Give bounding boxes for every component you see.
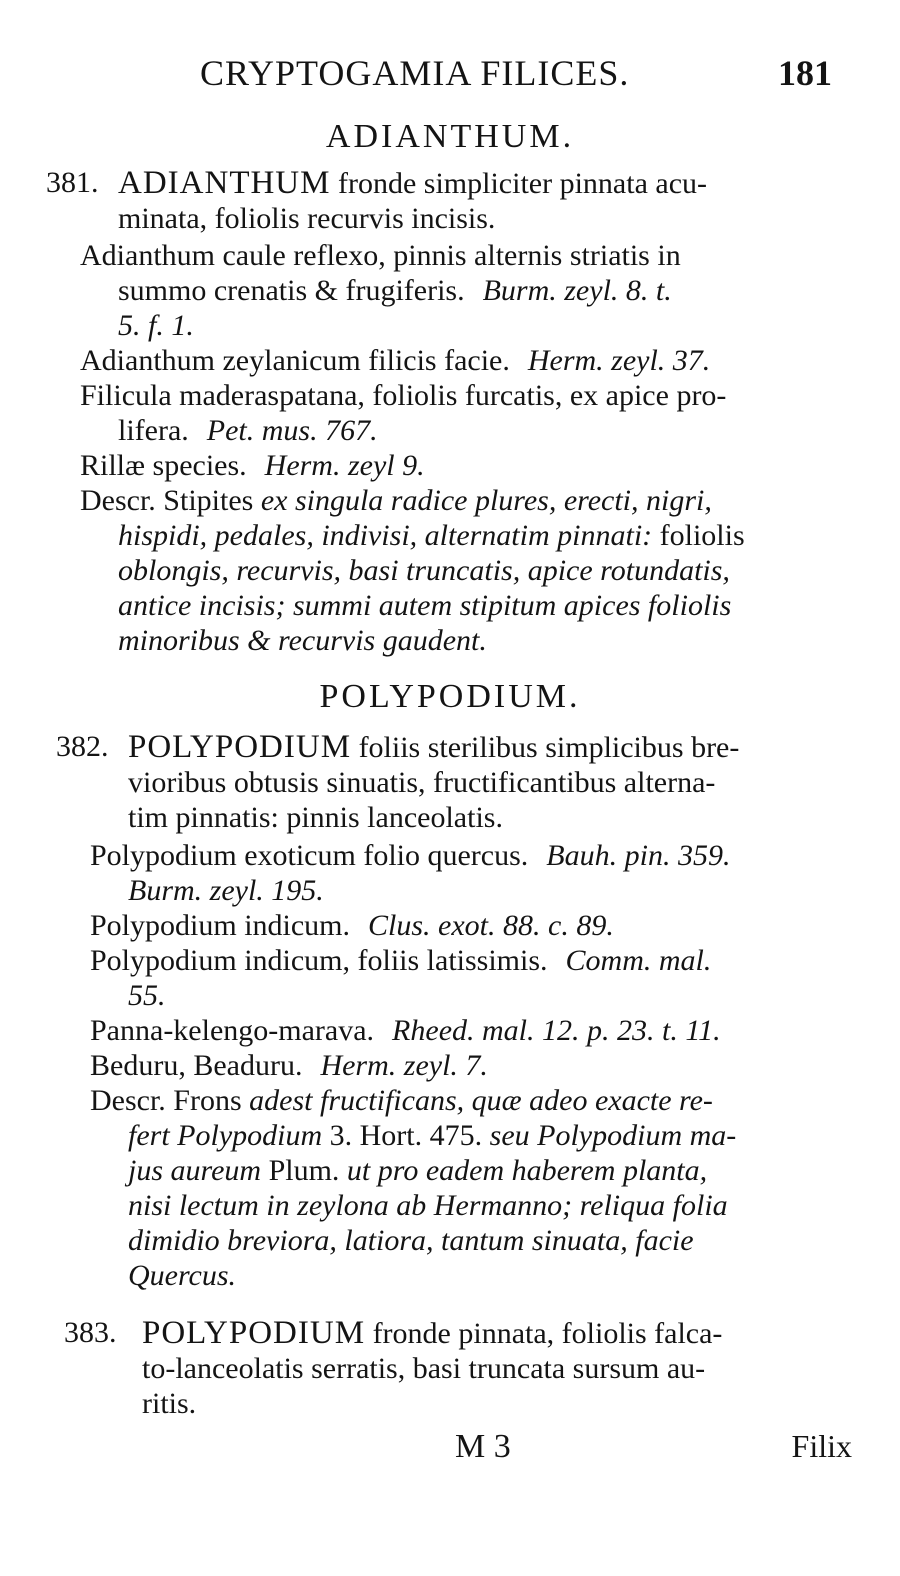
synonym: Adianthum zeylanicum filicis facie. Herm. zeyl. 37. bbox=[80, 344, 711, 377]
section-title-polypodium: POLYPODIUM. bbox=[319, 678, 581, 715]
catchword: Filix bbox=[791, 1428, 852, 1464]
citation: Burm. zeyl. 195. bbox=[128, 874, 324, 907]
entry-number: 381. bbox=[46, 166, 99, 199]
entry-381 bbox=[46, 165, 708, 236]
citation: Herm. zeyl 9. bbox=[264, 449, 425, 482]
diagnosis-line: tim pinnatis: pinnis lanceolatis. bbox=[128, 801, 503, 834]
synonym: Polypodium exoticum folio quercus. Bauh. pin. 359. bbox=[90, 839, 731, 872]
page-header bbox=[0, 52, 900, 102]
diagnosis-line: ADIANTHUM fronde simpliciter pinnata acu- bbox=[118, 165, 708, 201]
description-cont: hispidi, pedales, indivisi, alternatim pinnati: foliolis bbox=[118, 519, 745, 552]
diagnosis-line: minata, foliolis recurvis incisis. bbox=[118, 202, 496, 235]
citation: 5. f. 1. bbox=[118, 309, 194, 342]
citation: Rheed. mal. 12. p. 23. t. 11. bbox=[392, 1014, 721, 1047]
description-cont: antice incisis; summi autem stipitum apices foliolis bbox=[118, 589, 732, 622]
synonym: Polypodium indicum. Clus. exot. 88. c. 89. bbox=[90, 909, 614, 942]
diagnosis-line: vioribus obtusis sinuatis, fructificantibus alterna- bbox=[128, 766, 716, 799]
synonym: Rillæ species. Herm. zeyl 9. bbox=[80, 449, 425, 482]
page-footer bbox=[0, 1428, 900, 1478]
synonymy-382 bbox=[90, 838, 736, 1293]
citation: Comm. mal. bbox=[565, 944, 712, 977]
description-cont: Quercus. bbox=[128, 1259, 237, 1292]
diagnosis-line: to-lanceolatis serratis, basi truncata sursum au- bbox=[142, 1352, 706, 1385]
synonym-cont bbox=[80, 308, 745, 343]
signature-mark: M 3 bbox=[455, 1428, 511, 1465]
citation: Herm. zeyl. 7. bbox=[320, 1049, 488, 1082]
section-title-adianthum: ADIANTHUM. bbox=[325, 118, 575, 155]
diagnosis-line: POLYPODIUM foliis sterilibus simplicibus bre- bbox=[128, 729, 740, 765]
synonym-cont: lifera. Pet. mus. 767. bbox=[118, 414, 378, 447]
running-title: CRYPTOGAMIA FILICES. bbox=[200, 53, 630, 93]
description-cont: nisi lectum in zeylona ab Hermanno; reliqua folia bbox=[128, 1189, 728, 1222]
citation: Burm. zeyl. 8. t. bbox=[482, 274, 672, 307]
genus-name: POLYPODIUM bbox=[142, 1315, 366, 1351]
diagnosis-line: POLYPODIUM fronde pinnata, foliolis falca- bbox=[142, 1315, 723, 1351]
synonym-cont bbox=[90, 978, 736, 1013]
entry-number: 383. bbox=[64, 1316, 117, 1349]
description: Descr. Stipites ex singula radice plures, erecti, nigri, bbox=[80, 484, 712, 517]
synonym-cont bbox=[90, 873, 736, 908]
citation: Herm. zeyl. 37. bbox=[527, 344, 711, 377]
citation: 55. bbox=[128, 979, 166, 1012]
synonymy-381 bbox=[80, 238, 745, 658]
synonym: Polypodium indicum, foliis latissimis. Comm. mal. bbox=[90, 944, 712, 977]
description-cont: fert Polypodium 3. Hort. 475. seu Polypodium ma- bbox=[128, 1119, 737, 1152]
entry-number: 382. bbox=[56, 730, 109, 763]
genus-name: POLYPODIUM bbox=[128, 729, 352, 765]
entry-383 bbox=[64, 1315, 723, 1421]
description-cont: oblongis, recurvis, basi truncatis, apice rotundatis, bbox=[118, 554, 730, 587]
citation: Clus. exot. 88. c. 89. bbox=[368, 909, 614, 942]
synonym: Filicula maderaspatana, foliolis furcatis, ex apice pro- bbox=[80, 379, 727, 412]
description-cont: jus aureum Plum. ut pro eadem haberem planta, bbox=[128, 1154, 708, 1187]
synonym: Beduru, Beaduru. Herm. zeyl. 7. bbox=[90, 1049, 488, 1082]
description: Descr. Frons adest fructificans, quæ adeo exacte re- bbox=[90, 1084, 713, 1117]
diagnosis-line: ritis. bbox=[142, 1387, 197, 1420]
citation: Bauh. pin. 359. bbox=[546, 839, 731, 872]
entry-382 bbox=[56, 729, 740, 835]
synonym: Panna-kelengo-marava. Rheed. mal. 12. p. 23. t. 11. bbox=[90, 1014, 721, 1047]
description-cont: minoribus & recurvis gaudent. bbox=[118, 624, 487, 657]
citation: Pet. mus. 767. bbox=[206, 414, 378, 447]
synonym: Adianthum caule reflexo, pinnis alternis striatis in bbox=[80, 239, 681, 272]
page-number: 181 bbox=[778, 53, 832, 93]
synonym-cont: summo crenatis & frugiferis. Burm. zeyl. 8. t. bbox=[118, 274, 672, 307]
genus-name: ADIANTHUM bbox=[118, 165, 331, 201]
description-cont: dimidio breviora, latiora, tantum sinuata, facie bbox=[128, 1224, 694, 1257]
